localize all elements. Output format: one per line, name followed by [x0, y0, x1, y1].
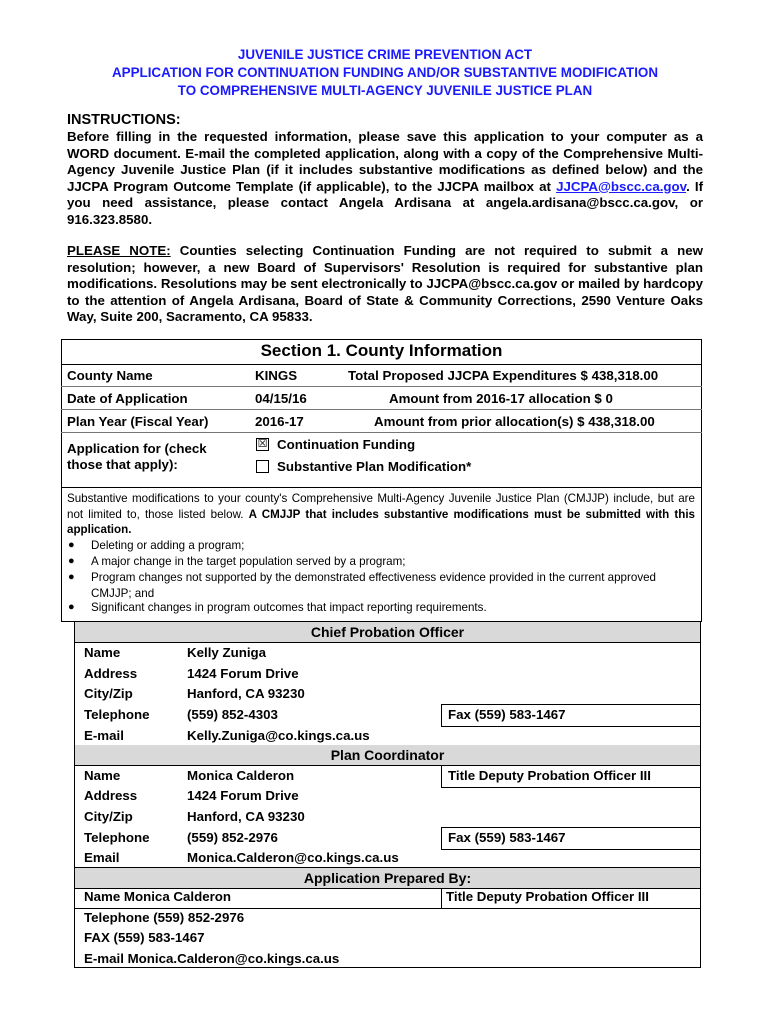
chief-address-value[interactable]: 1424 Forum Drive	[187, 666, 299, 681]
total-expenditures[interactable]: Total Proposed JJCPA Expenditures $ 438,318.00	[348, 368, 659, 383]
section1-title: Section 1. County Information	[260, 341, 503, 360]
please-note-text: Counties selecting Continuation Funding are not required to submit a new resolution; however, a new Board of Supervisors' Resolution is required for substantive plan modifications. Resolutions may be sent electronically to JJCPA@bscc.ca.gov or mailed by hardcopy to the attention of Angela Ardisana, Board of State & Community Corrections, 2590 Venture Oaks Way, Suite 200, Sacramento, CA 95833.	[67, 243, 703, 325]
table-column-divider	[441, 827, 442, 849]
chief-email-value[interactable]: Kelly.Zuniga@co.kings.ca.us	[187, 728, 370, 743]
chief-probation-officer-heading: Chief Probation Officer	[75, 622, 700, 642]
coordinator-email-label: Email	[84, 850, 120, 865]
bullet-icon: ●	[68, 555, 75, 567]
chief-cityzip-value[interactable]: Hanford, CA 93230	[187, 686, 305, 701]
preparer-fax[interactable]: FAX (559) 583-1467	[84, 930, 205, 945]
table-rule	[441, 849, 700, 850]
application-for-label-line2: those that apply):	[67, 457, 178, 472]
amount-prior-allocation[interactable]: Amount from prior allocation(s) $ 438,318.00	[374, 414, 655, 429]
county-name-label: County Name	[67, 368, 153, 383]
bullet-icon: ●	[68, 601, 75, 613]
instructions-paragraph	[67, 129, 703, 229]
amount-2016-17-allocation[interactable]: Amount from 2016-17 allocation $ 0	[389, 391, 613, 406]
plan-year-label: Plan Year (Fiscal Year)	[67, 414, 209, 429]
chief-email-label: E-mail	[84, 728, 124, 743]
instructions-text-part2: . If you need assistance, please contact Angela Ardisana at angela.ardisana@bscc.ca.gov, or 916.323.8580.	[67, 178, 704, 227]
table-column-divider	[441, 765, 442, 787]
chief-telephone-value[interactable]: (559) 852-4303	[187, 707, 278, 722]
coordinator-telephone-label: Telephone	[84, 830, 150, 845]
coordinator-address-value[interactable]: 1424 Forum Drive	[187, 788, 299, 803]
table-column-divider	[441, 888, 442, 908]
chief-fax-value[interactable]: Fax (559) 583-1467	[448, 707, 566, 722]
date-of-application-value[interactable]: 04/15/16	[255, 391, 307, 406]
chief-cityzip-label: City/Zip	[84, 686, 133, 701]
bullet-item: Significant changes in program outcomes that impact reporting requirements.	[91, 601, 487, 614]
coordinator-title-value[interactable]: Title Deputy Probation Officer III	[448, 768, 651, 783]
chief-telephone-label: Telephone	[84, 707, 150, 722]
row-divider	[61, 409, 702, 410]
instructions-text-part1: Before filling in the requested information, please save this application to your computer as a WORD document. E-mail the completed application, along with a copy of the Comprehensive Multi-Agency Juvenile Justice Plan (if it includes substantive modifications as defined below) and the JJCPA Program Outcome Template (if applicable), to the JJCPA mailbox at	[67, 129, 703, 194]
coordinator-telephone-value[interactable]: (559) 852-2976	[187, 830, 278, 845]
table-rule	[441, 787, 700, 788]
row-divider	[61, 432, 702, 433]
chief-address-label: Address	[84, 666, 138, 681]
coordinator-fax-value[interactable]: Fax (559) 583-1467	[448, 830, 566, 845]
bullet-icon: ●	[68, 571, 75, 583]
plan-coordinator-heading: Plan Coordinator	[75, 745, 700, 765]
coordinator-cityzip-label: City/Zip	[84, 809, 133, 824]
bullet-item: Deleting or adding a program;	[91, 539, 245, 552]
substantive-mod-intro: Substantive modifications to your county's Comprehensive Multi-Agency Juvenile Justice Plan (CMJJP) include, but are not limited to, those listed below.	[67, 492, 695, 521]
document-title-line-1: JUVENILE JUSTICE CRIME PREVENTION ACT	[237, 47, 533, 62]
bullet-item: A major change in the target population served by a program;	[91, 555, 406, 568]
substantive-modifications-text	[67, 491, 695, 538]
application-for-label-line1: Application for (check	[67, 441, 207, 456]
preparer-title[interactable]: Title Deputy Probation Officer III	[446, 889, 649, 904]
section1-title-rule	[61, 364, 702, 365]
table-rule	[75, 908, 700, 909]
document-title-line-3: TO COMPREHENSIVE MULTI-AGENCY JUVENILE JUSTICE PLAN	[177, 83, 593, 98]
document-title-line-2: APPLICATION FOR CONTINUATION FUNDING AND/OR SUBSTANTIVE MODIFICATION	[111, 65, 658, 80]
row-divider	[61, 487, 702, 488]
table-rule	[441, 704, 700, 705]
chief-name-value[interactable]: Kelly Zuniga	[187, 645, 267, 660]
table-column-divider	[441, 704, 442, 726]
continuation-funding-label: Continuation Funding	[277, 437, 416, 452]
preparer-telephone[interactable]: Telephone (559) 852-2976	[84, 910, 245, 925]
jjcpa-mailbox-link[interactable]: JJCPA@bscc.ca.gov	[556, 178, 687, 194]
continuation-funding-checkbox[interactable]: ☒	[257, 438, 268, 450]
county-name-value[interactable]: KINGS	[255, 368, 298, 383]
bullet-item: Program changes not supported by the demonstrated effectiveness evidence provided in the current approved CMJJP; and	[91, 571, 657, 600]
substantive-modification-label: Substantive Plan Modification*	[277, 459, 472, 474]
coordinator-name-label: Name	[84, 768, 121, 783]
chief-name-label: Name	[84, 645, 121, 660]
coordinator-cityzip-value[interactable]: Hanford, CA 93230	[187, 809, 305, 824]
plan-year-value[interactable]: 2016-17	[255, 414, 304, 429]
coordinator-email-value[interactable]: Monica.Calderon@co.kings.ca.us	[187, 850, 399, 865]
substantive-modification-checkbox[interactable]	[256, 460, 269, 473]
please-note-label: PLEASE NOTE:	[67, 243, 171, 258]
bullet-icon: ●	[68, 539, 75, 551]
table-rule	[75, 765, 700, 766]
coordinator-name-value[interactable]: Monica Calderon	[187, 768, 295, 783]
row-divider	[61, 386, 702, 387]
date-of-application-label: Date of Application	[67, 391, 188, 406]
substantive-mod-requirement: A CMJJP that includes substantive modifications must be submitted with this application.	[67, 507, 695, 536]
instructions-heading: INSTRUCTIONS:	[67, 112, 181, 128]
table-rule	[441, 827, 700, 828]
table-rule	[441, 726, 700, 727]
please-note-paragraph	[67, 243, 703, 326]
coordinator-address-label: Address	[84, 788, 138, 803]
preparer-email[interactable]: E-mail Monica.Calderon@co.kings.ca.us	[84, 951, 340, 966]
prepared-by-heading: Application Prepared By:	[75, 868, 700, 888]
table-rule	[75, 642, 700, 643]
preparer-name[interactable]: Name Monica Calderon	[84, 889, 232, 904]
